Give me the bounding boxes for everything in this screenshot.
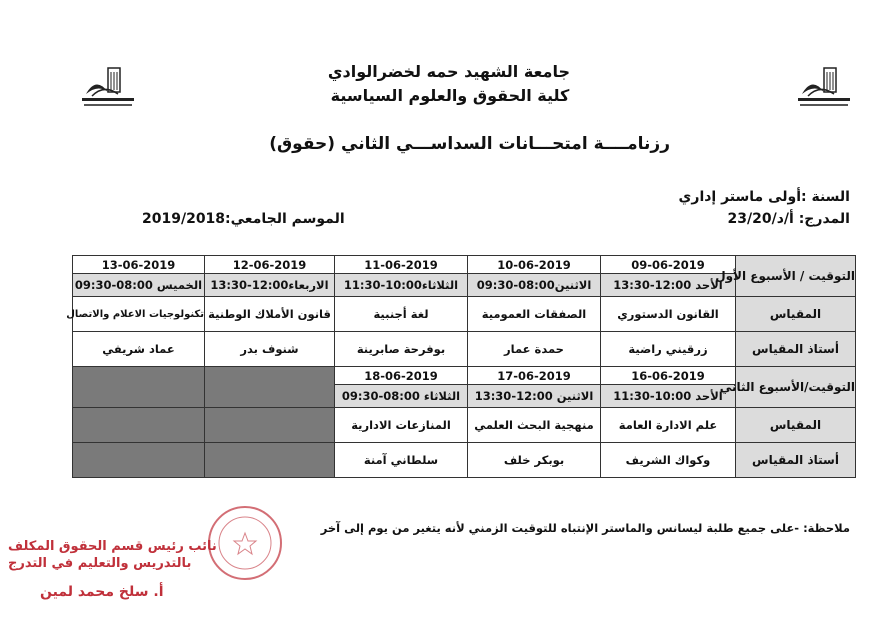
empty-cell — [73, 443, 205, 478]
week1-professor-row — [73, 332, 856, 367]
exam-date: 18-06-2019 — [335, 368, 467, 385]
note-text: ملاحظة: -على جميع طلبة ليسانس والماستر الإنتباه للتوقيت الزمني لأنه يتغير من يوم إلى آخر — [320, 521, 850, 535]
academic-year-line: السنة :أولى ماستر إداري — [678, 189, 850, 205]
week2-professor-label: أستاذ المقياس — [736, 443, 856, 478]
signature-title-line2: بالتدريس والتعليم في التدرج — [8, 556, 192, 571]
week1-subject-label: المقياس — [736, 297, 856, 332]
week2-timing-label: التوقيت/الأسبوع الثاني — [736, 367, 856, 408]
subject-cell: علم الادارة العامة — [601, 408, 736, 443]
document-title: رزنامــــة امتحـــانات السداســـي الثاني (حقوق) — [269, 134, 670, 154]
week2-timing-row — [73, 367, 856, 408]
week1-day-cell — [468, 256, 601, 297]
professor-cell: سلطاني آمنة — [335, 443, 468, 478]
exam-date: 13-06-2019 — [73, 257, 204, 274]
professor-cell: زرقيني راضية — [601, 332, 736, 367]
signature-title-line1: نائب رئيس قسم الحقوق المكلف — [8, 539, 217, 554]
subject-cell: تكنولوجيات الاعلام والاتصال — [73, 297, 205, 332]
week1-timing-row — [73, 256, 856, 297]
university-logo-right — [794, 62, 854, 112]
week2-subject-row — [73, 408, 856, 443]
week2-professor-row — [73, 443, 856, 478]
subject-cell: قانون الأملاك الوطنية — [205, 297, 335, 332]
exam-date: 16-06-2019 — [601, 368, 735, 385]
exam-time-slot: الاربعاء12:00-13:30 — [205, 274, 334, 296]
exam-date: 10-06-2019 — [468, 257, 600, 274]
subject-cell: المنازعات الادارية — [335, 408, 468, 443]
professor-cell: بوفرحة صابرينة — [335, 332, 468, 367]
week1-day-cell — [73, 256, 205, 297]
subject-cell: منهجية البحث العلمي — [468, 408, 601, 443]
week2-day-cell — [468, 367, 601, 408]
exam-date: 17-06-2019 — [468, 368, 600, 385]
week2-day-cell — [335, 367, 468, 408]
exam-date: 12-06-2019 — [205, 257, 334, 274]
faculty-name: كلية الحقوق والعلوم السياسية — [330, 86, 570, 105]
university-name: جامعة الشهيد حمه لخضرالوادي — [327, 62, 570, 81]
professor-cell: عماد شريفي — [73, 332, 205, 367]
exam-time-slot: الثلاثاء10:00-11:30 — [335, 274, 467, 296]
empty-cell — [205, 367, 335, 408]
subject-cell: لغة أجنبية — [335, 297, 468, 332]
professor-cell: بوبكر خلف — [468, 443, 601, 478]
week2-subject-label: المقياس — [736, 408, 856, 443]
exam-time-slot: الأحد 12:00-13:30 — [601, 274, 735, 296]
subject-cell: القانون الدستوري — [601, 297, 736, 332]
official-stamp — [205, 503, 285, 583]
subject-cell: الصفقات العمومية — [468, 297, 601, 332]
exam-date: 11-06-2019 — [335, 257, 467, 274]
professor-cell: حمدة عمار — [468, 332, 601, 367]
week1-timing-label: التوقيت / الأسبوع الأول — [736, 256, 856, 297]
university-logo-left — [78, 62, 138, 112]
exam-calendar-table — [66, 255, 856, 478]
signature-name: أ. سلخ محمد لمين — [40, 584, 164, 600]
exam-date: 09-06-2019 — [601, 257, 735, 274]
week1-subject-row — [73, 297, 856, 332]
exam-time-slot: الاثنين 12:00-13:30 — [468, 385, 600, 407]
exam-time-slot: الأحد 10:00-11:30 — [601, 385, 735, 407]
exam-time-slot: الثلاثاء 08:00-09:30 — [335, 385, 467, 407]
empty-cell — [73, 367, 205, 408]
week1-professor-label: أستاذ المقياس — [736, 332, 856, 367]
exam-time-slot: الاثنين08:00-09:30 — [468, 274, 600, 296]
week1-day-cell — [335, 256, 468, 297]
empty-cell — [205, 443, 335, 478]
week1-day-cell — [205, 256, 335, 297]
week2-day-cell — [601, 367, 736, 408]
exam-time-slot: الخميس 08:00-09:30 — [73, 274, 204, 296]
professor-cell: وكواك الشريف — [601, 443, 736, 478]
empty-cell — [205, 408, 335, 443]
empty-cell — [73, 408, 205, 443]
season-line: الموسم الجامعي:2019/2018 — [142, 211, 345, 227]
week1-day-cell — [601, 256, 736, 297]
professor-cell: شنوف بدر — [205, 332, 335, 367]
hall-line: المدرج: أ/د/23/20 — [727, 211, 850, 227]
